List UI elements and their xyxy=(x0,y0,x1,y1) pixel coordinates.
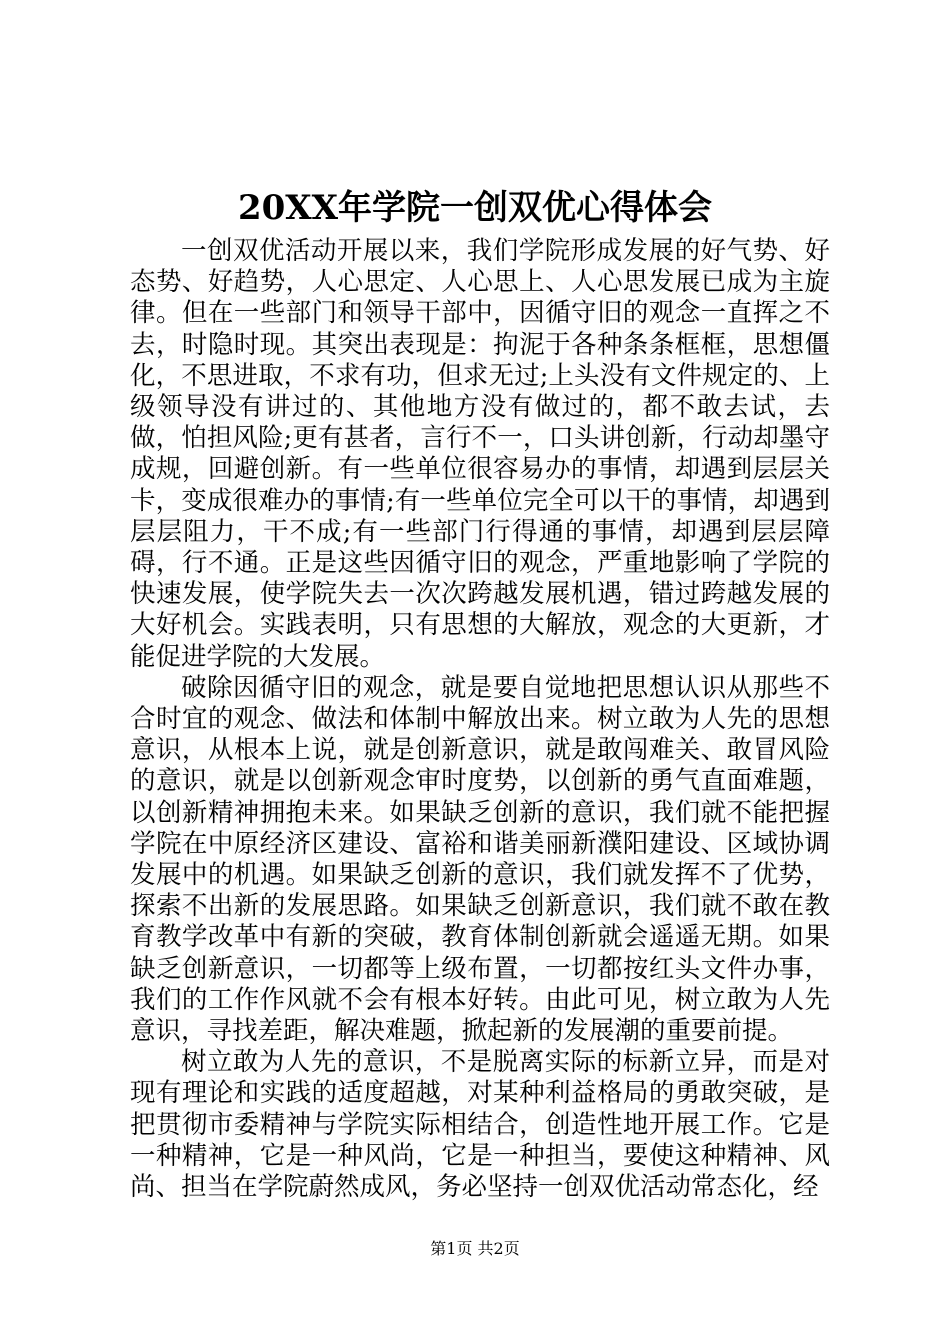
paragraph-1: 一创双优活动开展以来，我们学院形成发展的好气势、好态势、好趋势，人心思定、人心思上、人心思发展已成为主旋律。但在一些部门和领导干部中，因循守旧的观念一直挥之不去，时隐时现。其突出表现是：拘泥于各种条条框框，思想僵化，不思进取，不求有功，但求无过;上头没有文件规定的、上级领导没有讲过的、其他地方没有做过的，都不敢去试，去做，怕担风险;更有甚者，言行不一，口头讲创新，行动却墨守成规，回避创新。有一些单位很容易办的事情，却遇到层层关卡，变成很难办的事情;有一些单位完全可以干的事情，却遇到层层阻力，干不成;有一些部门行得通的事情，却遇到层层障碍，行不通。正是这些因循守旧的观念，严重地影响了学院的快速发展，使学院失去一次次跨越发展机遇，错过跨越发展的大好机会。实践表明，只有思想的大解放，观念的大更新，才能促进学院的大发展。 xyxy=(130,236,830,672)
page-number-footer: 第1页 共2页 xyxy=(430,1239,520,1258)
paragraph-3: 树立敢为人先的意识，不是脱离实际的标新立异，而是对现有理论和实践的适度超越，对某种利益格局的勇敢突破，是把贯彻市委精神与学院实际相结合，创造性地开展工作。它是一种精神，它是一种风尚，它是一种担当，要使这种精神、风尚、担当在学院蔚然成风，务必坚持一创双优活动常态化，经 xyxy=(130,1047,830,1203)
paragraph-2: 破除因循守旧的观念，就是要自觉地把思想认识从那些不合时宜的观念、做法和体制中解放出来。树立敢为人先的思想意识，从根本上说，就是创新意识，就是敢闯难关、敢冒风险的意识，就是以创新观念审时度势，以创新的勇气直面难题，以创新精神拥抱未来。如果缺乏创新的意识，我们就不能把握学院在中原经济区建设、富裕和谐美丽新濮阳建设、区域协调发展中的机遇。如果缺乏创新的意识，我们就发挥不了优势，探索不出新的发展思路。如果缺乏创新意识，我们就不敢在教育教学改革中有新的突破，教育体制创新就会遥遥无期。如果缺乏创新意识，一切都等上级布置，一切都按红头文件办事，我们的工作作风就不会有根本好转。由此可见，树立敢为人先意识，寻找差距，解决难题，掀起新的发展潮的重要前提。 xyxy=(130,672,830,1047)
document-title: 20XX年学院一创双优心得体会 xyxy=(237,188,713,228)
document-body xyxy=(130,236,830,1203)
